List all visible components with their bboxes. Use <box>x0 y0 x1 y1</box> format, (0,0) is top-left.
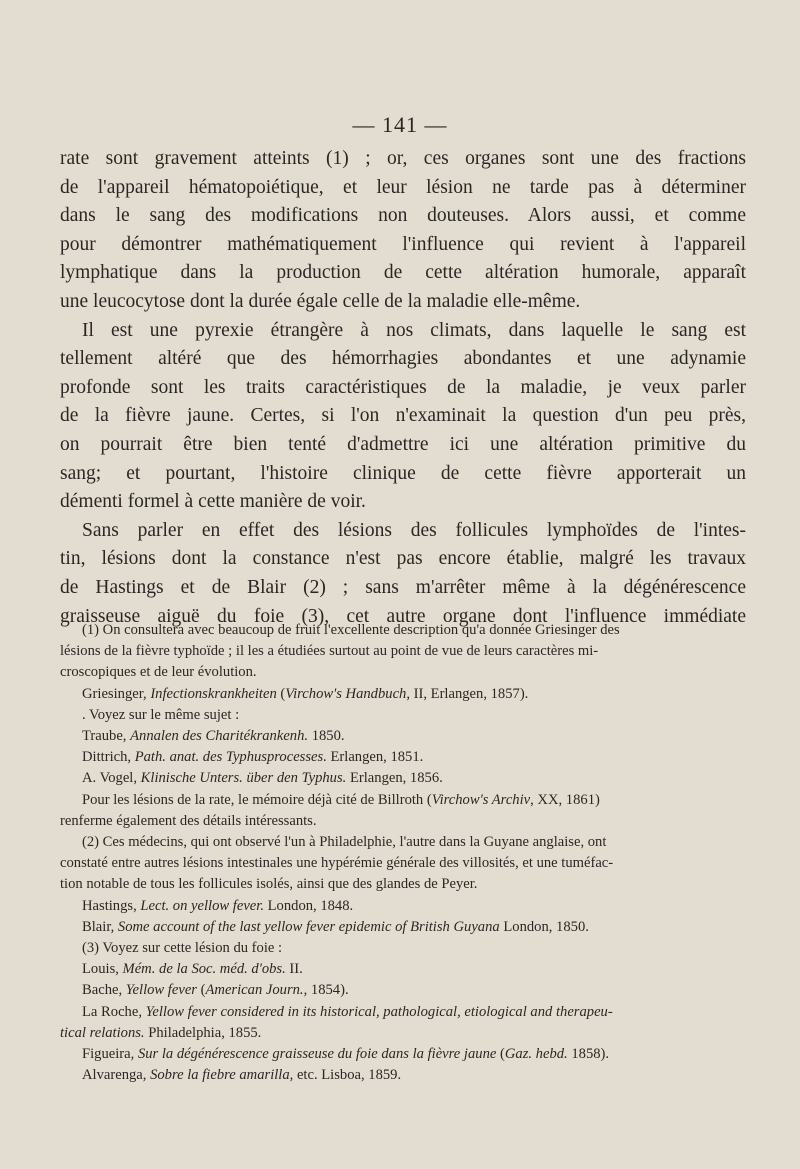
text-line: profonde sont les traits caractéristiques de la maladie, je veux parler <box>60 376 746 398</box>
reference-blair: Blair, Some account of the last yellow fever epidemic of British Guyana London, 1850. <box>82 918 589 935</box>
reference-griesinger: Griesinger, Infectionskrankheiten (Virchow's Handbuch, II, Erlangen, 1857). <box>82 685 529 702</box>
text-line: une leucocytose dont la durée égale celle de la maladie elle-même. <box>60 290 581 312</box>
footnotes <box>60 620 746 1086</box>
main-text <box>60 145 746 631</box>
reference-intro: . Voyez sur le même sujet : <box>82 706 240 723</box>
text-line: sang; et pourtant, l'histoire clinique de cette fièvre apporterait un <box>60 462 746 484</box>
text-line: démenti formel à cette manière de voir. <box>60 491 366 513</box>
reference-dittrich: Dittrich, Path. anat. des Typhusprocesses. Erlangen, 1851. <box>82 749 424 766</box>
footnote-2-line: constaté entre autres lésions intestinales une hypérémie générale des villosités, et une tuméfac- <box>60 855 614 872</box>
reference-hastings: Hastings, Lect. on yellow fever. London, 1848. <box>82 897 354 914</box>
text-line: on pourrait être bien tenté d'admettre ici une altération primitive du <box>60 433 746 455</box>
text-line: pour démontrer mathématiquement l'influence qui revient à l'appareil <box>60 233 746 255</box>
text-line: rate sont gravement atteints (1) ; or, ces organes sont une des fractions <box>60 148 746 169</box>
text-line: de Hastings et de Blair (2) ; sans m'arrêter même à la dégénérescence <box>60 576 746 598</box>
page-number-header: — 141 — <box>352 112 448 137</box>
footnote-1-line: croscopiques et de leur évolution. <box>60 664 257 681</box>
reference-rate: Pour les lésions de la rate, le mémoire déjà cité de Billroth (Virchow's Archiv, XX, 1861) <box>82 791 600 808</box>
reference-alvarenga: Alvarenga, Sobre la fiebre amarilla, etc. Lisboa, 1859. <box>82 1067 402 1084</box>
reference-la-roche-cont: tical relations. Philadelphia, 1855. <box>60 1024 262 1041</box>
reference-figueira: Figueira, Sur la dégénérescence graisseuse du foie dans la fièvre jaune (Gaz. hebd. 1858). <box>82 1046 610 1063</box>
reference-bache: Bache, Yellow fever (American Journ., 1854). <box>82 982 349 999</box>
text-line: Il est une pyrexie étrangère à nos climats, dans laquelle le sang est <box>82 319 746 341</box>
footnote-1-line: lésions de la fièvre typhoïde ; il les a étudiées surtout au point de vue de leurs caractères mi- <box>60 643 599 660</box>
text-line: lymphatique dans la production de cette altération humorale, apparaît <box>60 262 746 284</box>
text-line: graisseuse aiguë du foie (3), cet autre organe dont l'influence immédiate <box>60 605 746 627</box>
text-line: tin, lésions dont la constance n'est pas encore établie, malgré les travaux <box>60 548 746 570</box>
reference-traube: Traube, Annalen des Charitékrankenh. 1850. <box>82 728 345 745</box>
footnote-2-line: tion notable de tous les follicules isolés, ainsi que des glandes de Peyer. <box>60 876 478 893</box>
reference-rate-cont: renferme également des détails intéressants. <box>60 812 317 829</box>
footnote-2-line: (2) Ces médecins, qui ont observé l'un à Philadelphie, l'autre dans la Guyane anglaise, ont <box>82 834 607 851</box>
footnote-1-line: (1) On consultera avec beaucoup de fruit l'excellente description qu'a donnée Griesinger des <box>82 622 620 638</box>
reference-louis: Louis, Mém. de la Soc. méd. d'obs. II. <box>82 961 303 978</box>
text-line: dans le sang des modifications non douteuses. Alors aussi, et comme <box>60 205 746 227</box>
text-line: Sans parler en effet des lésions des follicules lymphoïdes de l'intes- <box>82 519 746 541</box>
text-line: tellement altéré que des hémorrhagies abondantes et une adynamie <box>60 348 746 370</box>
text-line: de la fièvre jaune. Certes, si l'on n'examinait la question d'un peu près, <box>60 405 746 427</box>
text-line: de l'appareil hématopoiétique, et leur lésion ne tarde pas à déterminer <box>60 176 746 198</box>
reference-vogel: A. Vogel, Klinische Unters. über den Typhus. Erlangen, 1856. <box>82 770 443 787</box>
footnote-3: (3) Voyez sur cette lésion du foie : <box>82 940 283 957</box>
reference-la-roche: La Roche, Yellow fever considered in its historical, pathological, etiological and therapeu- <box>82 1003 613 1020</box>
